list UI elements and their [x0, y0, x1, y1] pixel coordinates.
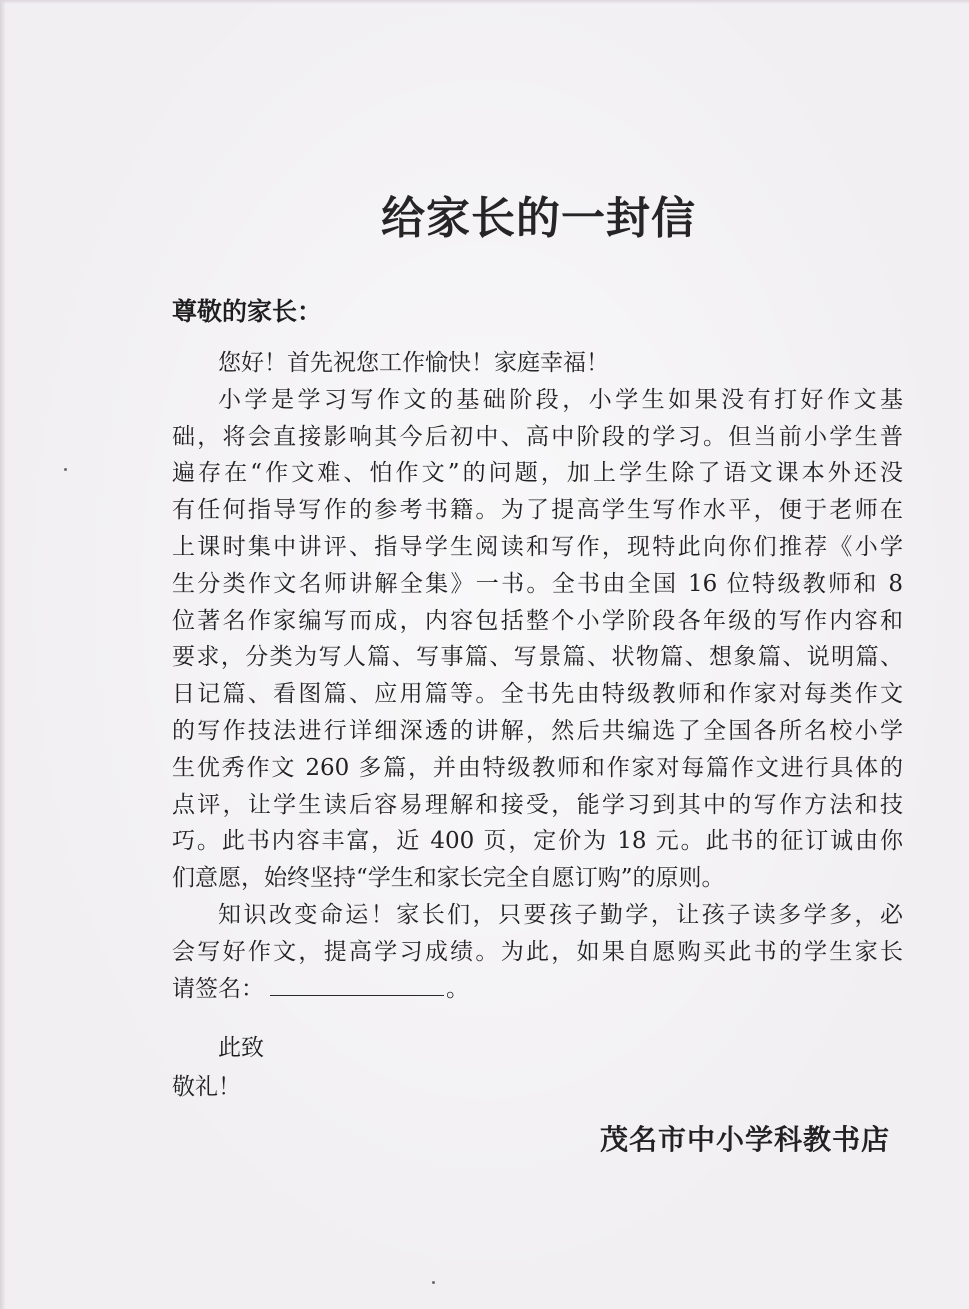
- body-line: 小学是学习写作文的基础阶段，小学生如果没有打好作文基: [218, 386, 903, 413]
- body-line: 上课时集中讲评、指导学生阅读和写作，现特此向你们推荐《小学: [172, 533, 903, 560]
- body-line: 知识改变命运！家长们，只要孩子勤学，让孩子读多学多，必: [218, 901, 903, 928]
- scan-speck: [64, 468, 67, 471]
- signature-blank: [270, 973, 444, 996]
- body-line: 点评，让学生读后容易理解和接受，能学习到其中的写作方法和技: [172, 791, 903, 818]
- body-line: 的写作技法进行详细深透的讲解，然后共编选了全国各所名校小学: [172, 717, 903, 744]
- body-line: 生优秀作文 260 多篇，并由特级教师和作家对每篇作文进行具体的: [172, 754, 903, 781]
- body-line: 生分类作文名师讲解全集》一书。全书由全国 16 位特级教师和 8: [172, 570, 903, 597]
- paper-edge-top: [0, 0, 969, 4]
- body-line: 有任何指导写作的参考书籍。为了提高学生写作水平，便于老师在: [172, 497, 903, 524]
- letter-title: 给家长的一封信: [381, 193, 696, 244]
- salutation: 尊敬的家长：: [172, 297, 323, 326]
- body-line: 遍存在“作文难、怕作文”的问题，加上学生除了语文课本外还没: [172, 460, 903, 487]
- body-line: 巧。此书内容丰富，近 400 页，定价为 18 元。此书的征订诚由你: [172, 828, 903, 855]
- closing-jingli: 敬礼！: [172, 1074, 241, 1100]
- closing-cizhi: 此致: [218, 1035, 264, 1061]
- body-line: 日记篇、看图篇、应用篇等。全书先由特级教师和作家对每类作文: [172, 681, 903, 708]
- body-line: 会写好作文，提高学习成绩。为此，如果自愿购买此书的学生家长: [172, 938, 903, 965]
- sign-end-mark: 。: [446, 975, 469, 1002]
- sign-prompt: 请签名：: [172, 975, 264, 1002]
- letter-body: [172, 345, 903, 1007]
- scan-speck: [432, 1281, 435, 1284]
- body-line: 们意愿，始终坚持“学生和家长完全自愿订购”的原则。: [172, 865, 725, 892]
- signature-request-line: [172, 971, 903, 1008]
- body-line: 位著名作家编写而成，内容包括整个小学阶段各年级的写作内容和: [172, 607, 903, 634]
- body-line: 础，将会直接影响其今后初中、高中阶段的学习。但当前小学生普: [172, 423, 903, 450]
- sender-signature: 茂名市中小学科教书店: [600, 1123, 891, 1156]
- body-line: 您好！首先祝您工作愉快！家庭幸福！: [218, 350, 609, 376]
- body-line: 要求，分类为写人篇、写事篇、写景篇、状物篇、想象篇、说明篇、: [172, 644, 903, 671]
